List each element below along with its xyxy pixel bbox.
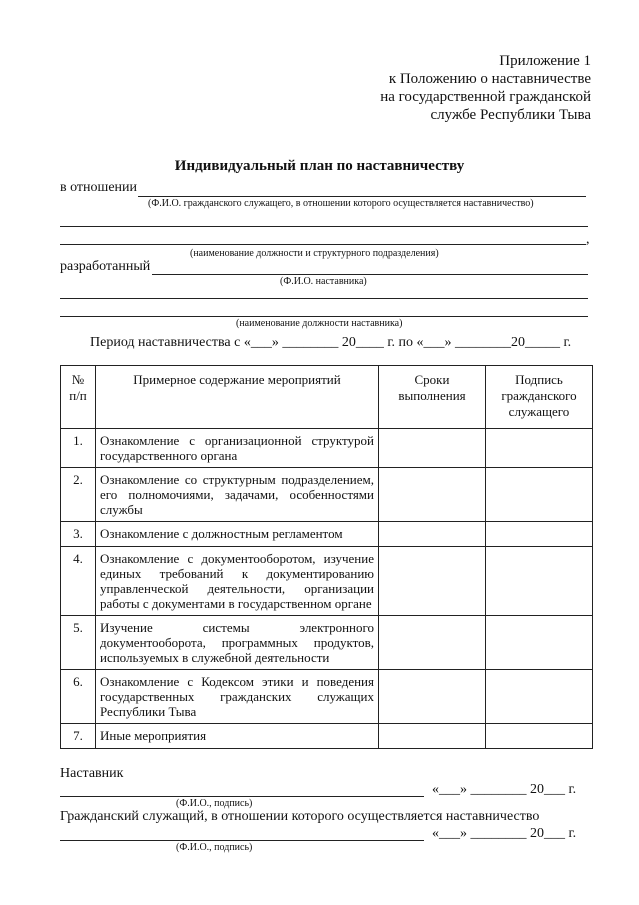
row-terms-cell[interactable] xyxy=(379,429,486,468)
position-comma: , xyxy=(586,232,590,247)
regard-label: в отношении xyxy=(60,180,138,195)
row-number: 7. xyxy=(61,724,96,749)
row-activity: Иные мероприятия xyxy=(96,724,379,749)
table-row xyxy=(61,616,593,670)
header-content: Примерное содержание мероприятий xyxy=(96,366,379,429)
servant-date: «___» ________ 20___ г. xyxy=(432,826,577,841)
servant-label: Гражданский служащий, в отношении которого осуществляется наставничество xyxy=(60,809,540,824)
mentor-position-line-1[interactable] xyxy=(60,298,588,299)
appendix-line-1: Приложение 1 xyxy=(499,53,591,69)
mentoring-period: Период наставничества с «___» ________ 20____ г. по «___» ________20_____ г. xyxy=(90,335,572,350)
row-signature-cell[interactable] xyxy=(486,429,593,468)
regard-line[interactable] xyxy=(138,196,586,197)
mentor-position-line-2[interactable] xyxy=(60,316,588,317)
row-number: 4. xyxy=(61,547,96,616)
table-row xyxy=(61,468,593,522)
row-number: 1. xyxy=(61,429,96,468)
row-number: 5. xyxy=(61,616,96,670)
regard-hint: (Ф.И.О. гражданского служащего, в отношении которого осуществляется наставничество) xyxy=(148,198,534,209)
mentor-name-line[interactable] xyxy=(152,274,588,275)
row-terms-cell[interactable] xyxy=(379,468,486,522)
mentor-signature-line[interactable] xyxy=(60,796,424,797)
header-terms: Сроки выполнения xyxy=(379,366,486,429)
regard-line-2[interactable] xyxy=(60,226,588,227)
mentor-name-hint: (Ф.И.О. наставника) xyxy=(280,276,367,287)
developed-label: разработанный xyxy=(60,259,151,274)
position-line[interactable] xyxy=(60,244,586,245)
mentor-position-hint: (наименование должности наставника) xyxy=(236,318,403,329)
row-terms-cell[interactable] xyxy=(379,522,486,547)
row-signature-cell[interactable] xyxy=(486,468,593,522)
row-terms-cell[interactable] xyxy=(379,670,486,724)
row-signature-cell[interactable] xyxy=(486,670,593,724)
row-signature-cell[interactable] xyxy=(486,547,593,616)
appendix-line-3: на государственной гражданской xyxy=(380,89,591,105)
row-activity: Ознакомление со структурным подразделением, его полномочиями, задачами, особенностями службы xyxy=(96,468,379,522)
table-header-row xyxy=(61,366,593,429)
plan-table xyxy=(60,365,593,749)
mentor-fio-hint: (Ф.И.О., подпись) xyxy=(176,798,253,809)
row-number: 3. xyxy=(61,522,96,547)
row-signature-cell[interactable] xyxy=(486,616,593,670)
row-number: 2. xyxy=(61,468,96,522)
table-row xyxy=(61,724,593,749)
row-terms-cell[interactable] xyxy=(379,724,486,749)
row-activity: Изучение системы электронного документооборота, программных продуктов, используемых в служебной деятельности xyxy=(96,616,379,670)
header-num: № п/п xyxy=(61,366,96,429)
appendix-line-2: к Положению о наставничестве xyxy=(388,71,591,87)
table-row xyxy=(61,429,593,468)
header-signature: Подпись гражданского служащего xyxy=(486,366,593,429)
row-activity: Ознакомление с должностным регламентом xyxy=(96,522,379,547)
appendix-header xyxy=(251,52,591,124)
servant-fio-hint: (Ф.И.О., подпись) xyxy=(176,842,253,853)
row-signature-cell[interactable] xyxy=(486,724,593,749)
row-activity: Ознакомление с документооборотом, изучение единых требований к документированию управленческой деятельности, организации работы с документами в государственном органе xyxy=(96,547,379,616)
position-hint: (наименование должности и структурного подразделения) xyxy=(190,248,439,259)
table-row xyxy=(61,547,593,616)
table-row xyxy=(61,522,593,547)
row-terms-cell[interactable] xyxy=(379,616,486,670)
row-number: 6. xyxy=(61,670,96,724)
row-terms-cell[interactable] xyxy=(379,547,486,616)
appendix-line-4: службе Республики Тыва xyxy=(430,107,591,123)
mentor-date: «___» ________ 20___ г. xyxy=(432,782,577,797)
row-signature-cell[interactable] xyxy=(486,522,593,547)
document-title: Индивидуальный план по наставничеству xyxy=(174,158,465,174)
servant-signature-line[interactable] xyxy=(60,840,424,841)
row-activity: Ознакомление с организационной структурой государственного органа xyxy=(96,429,379,468)
row-activity: Ознакомление с Кодексом этики и поведения государственных гражданских служащих Республики Тыва xyxy=(96,670,379,724)
mentor-label: Наставник xyxy=(60,766,124,781)
table-row xyxy=(61,670,593,724)
